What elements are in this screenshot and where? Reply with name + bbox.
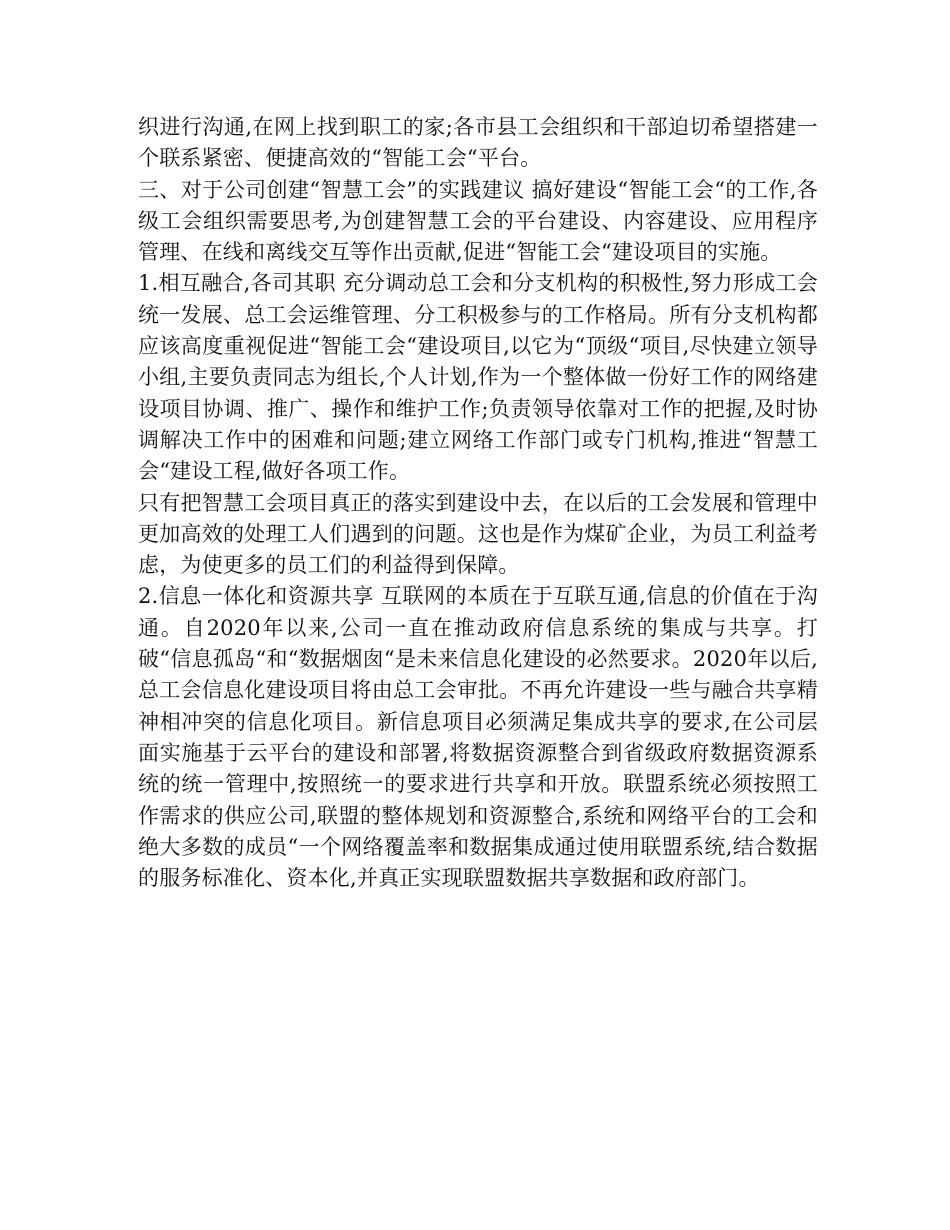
document-page xyxy=(138,112,818,894)
paragraph-section-three: 三、对于公司创建“智慧工会”的实践建议 搞好建设“智能工会“的工作,各级工会组织需要思考,为创建智慧工会的平台建设、内容建设、应用程序管理、在线和离线交互等作出贡献,促进“智能工会“建设项目的实施。 xyxy=(138,177,818,265)
paragraph-point-two: 2.信息一体化和资源共享 互联网的本质在于互联互通,信息的价值在于沟通。自2020年以来,公司一直在推动政府信息系统的集成与共享。打破“信息孤岛“和“数据烟囱“是未来信息化建设的必然要求。2020年以后,总工会信息化建设项目将由总工会审批。不再允许建设一些与融合共享精神相冲突的信息化项目。新信息项目必须满足集成共享的要求,在公司层面实施基于云平台的建设和部署,将数据资源整合到省级政府数据资源系统的统一管理中,按照统一的要求进行共享和开放。联盟系统必须按照工作需求的供应公司,联盟的整体规划和资源整合,系统和网络平台的工会和绝大多数的成员“一个网络覆盖率和数据集成通过使用联盟系统,结合数据的服务标准化、资本化,并真正实现联盟数据共享数据和政府部门。 xyxy=(138,584,818,891)
paragraph-intro-continuation: 织进行沟通,在网上找到职工的家;各市县工会组织和干部迫切希望搭建一个联系紧密、便捷高效的“智能工会“平台。 xyxy=(138,115,818,171)
paragraph-implementation-note: 只有把智慧工会项目真正的落实到建设中去，在以后的工会发展和管理中更加高效的处理工人们遇到的问题。这也是作为煤矿企业，为员工利益考虑，为使更多的员工们的利益得到保障。 xyxy=(138,490,818,578)
paragraph-point-one: 1.相互融合,各司其职 充分调动总工会和分支机构的积极性,努力形成工会统一发展、总工会运维管理、分工积极参与的工作格局。所有分支机构都应该高度重视促进“智能工会“建设项目,以它为“顶级“项目,尽快建立领导小组,主要负责同志为组长,个人计划,作为一个整体做一份好工作的网络建设项目协调、推广、操作和维护工作;负责领导依靠对工作的把握,及时协调解决工作中的困难和问题;建立网络工作部门或专门机构,推进“智慧工会“建设工程,做好各项工作。 xyxy=(138,271,818,484)
